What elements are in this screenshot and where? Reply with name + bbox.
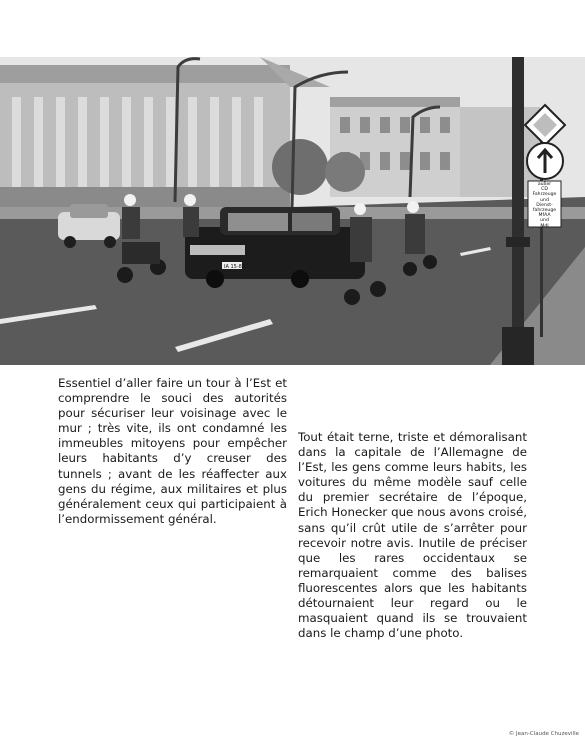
sign-line: und (540, 218, 549, 224)
sign-line: und (540, 197, 549, 203)
photo-credit: © Jean-Claude Chuzeville (508, 731, 579, 737)
text-column-left: Essentiel d’aller faire un tour à l’Est et comprendre le souci des autorités pour sécuriser leur voisinage avec le mur ; très vite, ils ont condamné les immeubles mitoyens pour empêcher leurs habitants d’y creuser des tunnels ; avant de les réaffecter aux gens du régime, aux militaires et plus généralement ceux qui participaient à l’endormissement général. (58, 376, 287, 526)
sign-text (529, 182, 560, 229)
sign-line: CD Fahrzeuge (532, 187, 557, 198)
sign-line: Dienst- (536, 202, 553, 208)
sign-line: MfAA (538, 213, 551, 219)
plate-text: IA 15-80 (224, 264, 246, 270)
sign-line: MdI (540, 223, 549, 229)
text-column-right: Tout était terne, triste et démoralisant dans la capitale de l’Allemagne de l’Est, les gens comme leurs habits, les voitures du même modèle sauf celle du premier secrétaire de l’époque, Erich Honecker que nous avons croisé, sans qu’il crût utile de s’arrêter pour recevoir notre avis. Inutile de préciser que les rares occidentaux se remarquaient comme des balises fluorescentes alors que les habitants détournaient leur regard ou le masquaient quand ils se trouvaient dans le champ d’une photo. (298, 430, 527, 641)
motorcade-illustration (0, 57, 585, 365)
sign-line: außer (537, 182, 552, 187)
sign-line: fahrzeuge (532, 208, 557, 214)
street-photo (0, 57, 585, 365)
